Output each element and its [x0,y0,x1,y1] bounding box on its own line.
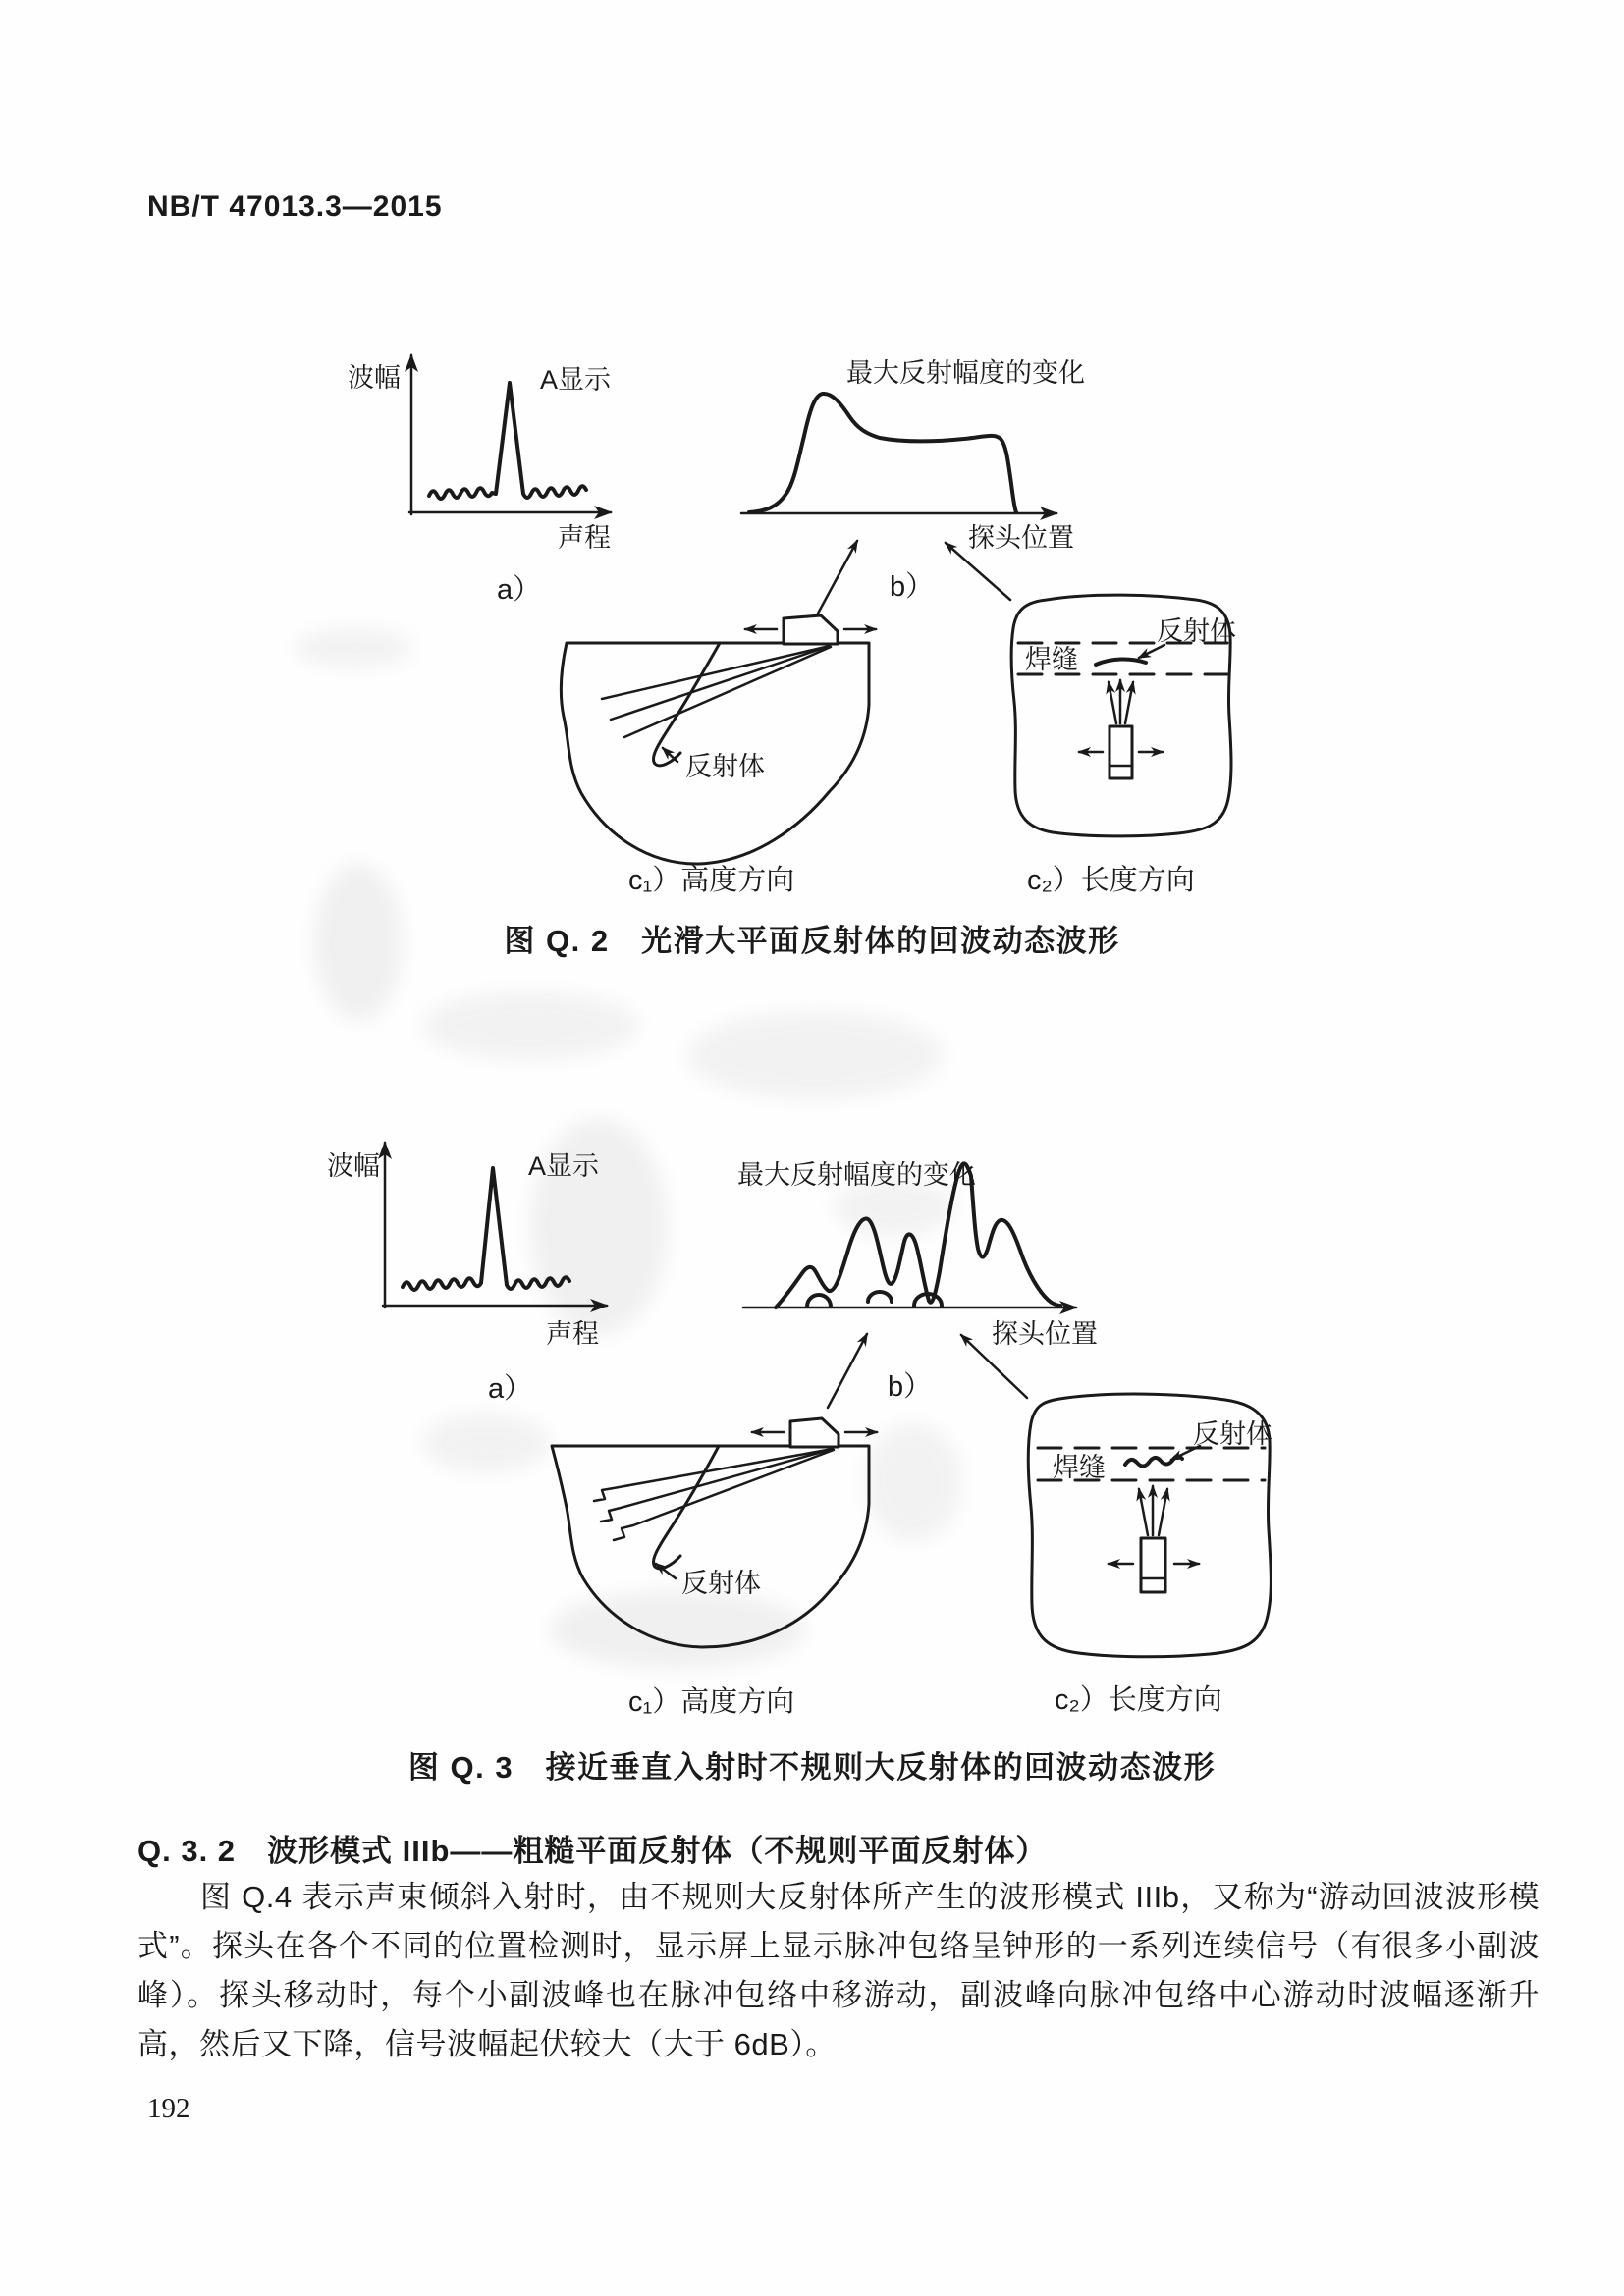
sound-path-label: 声程 [558,523,611,553]
sub-label-c2: c₂）长度方向 [1027,865,1195,896]
specimen-outline [552,1446,869,1647]
figure-q3-envelope [737,1160,1098,1408]
beam-arrow [1109,682,1116,723]
probe-position-label: 探头位置 [992,1319,1098,1349]
envelope-title: 最大反射幅度的变化 [846,358,1085,388]
envelope-curve [749,394,1016,512]
beam-line [624,647,831,737]
beam-line [611,646,830,720]
reflector-line [1096,659,1146,665]
figure-q2-caption: 图 Q. 2 光滑大平面反射体的回波动态波形 [504,924,1120,958]
envelope-title: 最大反射幅度的变化 [737,1160,976,1190]
reflector-label: 反射体 [685,752,765,781]
link-arrow-left [828,1334,867,1408]
probe-rect [1110,726,1132,778]
figure-q3-a-scan [327,1143,607,1405]
link-arrow-left [812,541,857,624]
reflector-label: 反射体 [1157,616,1236,646]
probe-wedge [790,1418,839,1447]
probe-wedge [784,615,838,644]
a-scan-waveform [429,383,586,499]
probe-rect [1141,1538,1165,1592]
beam-arrow [1159,1489,1167,1535]
sub-label-c1: c₁）高度方向 [628,1686,795,1718]
amplitude-label: 波幅 [348,363,401,393]
figure-q2-height-view [561,615,876,896]
reflector-curve [653,1446,719,1569]
beam-line [602,646,830,699]
a-display-label: A显示 [540,365,612,395]
beam-line-jagged [614,1450,834,1540]
baseline-arc [868,1292,892,1302]
standard-number: NB/T 47013.3—2015 [147,190,443,223]
probe-position-label: 探头位置 [968,523,1074,553]
figure-q3-height-view [552,1418,877,1718]
reflector-leader-arrow [1139,645,1164,658]
sound-path-label: 声程 [546,1319,599,1349]
figure-q2-a-scan [348,355,612,606]
reflector-label: 反射体 [1193,1419,1272,1449]
sub-label-b: b） [888,1371,933,1403]
reflector-leader-arrow [663,748,677,762]
sub-label-a: a） [488,1373,533,1405]
beam-arrow [1139,1489,1148,1535]
beam-arrow [1125,682,1133,723]
reflector-label: 反射体 [681,1569,761,1598]
a-scan-waveform [403,1168,569,1290]
page-number: 192 [147,2093,190,2124]
weld-label: 焊缝 [1025,645,1078,674]
a-display-label: A显示 [528,1151,600,1181]
figure-q2-envelope [741,358,1085,624]
weld-label: 焊缝 [1053,1453,1106,1482]
sub-label-c2: c₂）长度方向 [1055,1684,1222,1716]
figure-q3-caption: 图 Q. 3 接近垂直入射时不规则大反射体的回波动态波形 [407,1750,1217,1785]
sub-label-b: b） [890,571,935,603]
section-heading-q32: Q. 3. 2 波形模式 IIIb——粗糙平面反射体（不规则平面反射体） [137,1834,1048,1868]
section-paragraph-q32: 图 Q.4 表示声束倾斜入射时，由不规则大反射体所产生的波形模式 IIIb，又称为“游动回波波形模式”。探头在各个不同的位置检测时，显示屏上显示脉冲包络呈钟形的一系列连续信号（有很多小副波峰）。探头移动时，每个小副波峰也在脉冲包络中移游动，副波峰向脉冲包络中心游动时波幅逐渐升高，然后又下降，信号波幅起伏较大（大于 6dB）。 [137,1880,1540,2061]
baseline-arc [807,1295,831,1307]
figure-q2-length-view [1011,595,1236,896]
sub-label-c1: c₁）高度方向 [628,865,795,896]
amplitude-label: 波幅 [327,1151,380,1181]
figure-q3-length-view [1028,1394,1272,1716]
sub-label-a: a） [497,574,542,606]
